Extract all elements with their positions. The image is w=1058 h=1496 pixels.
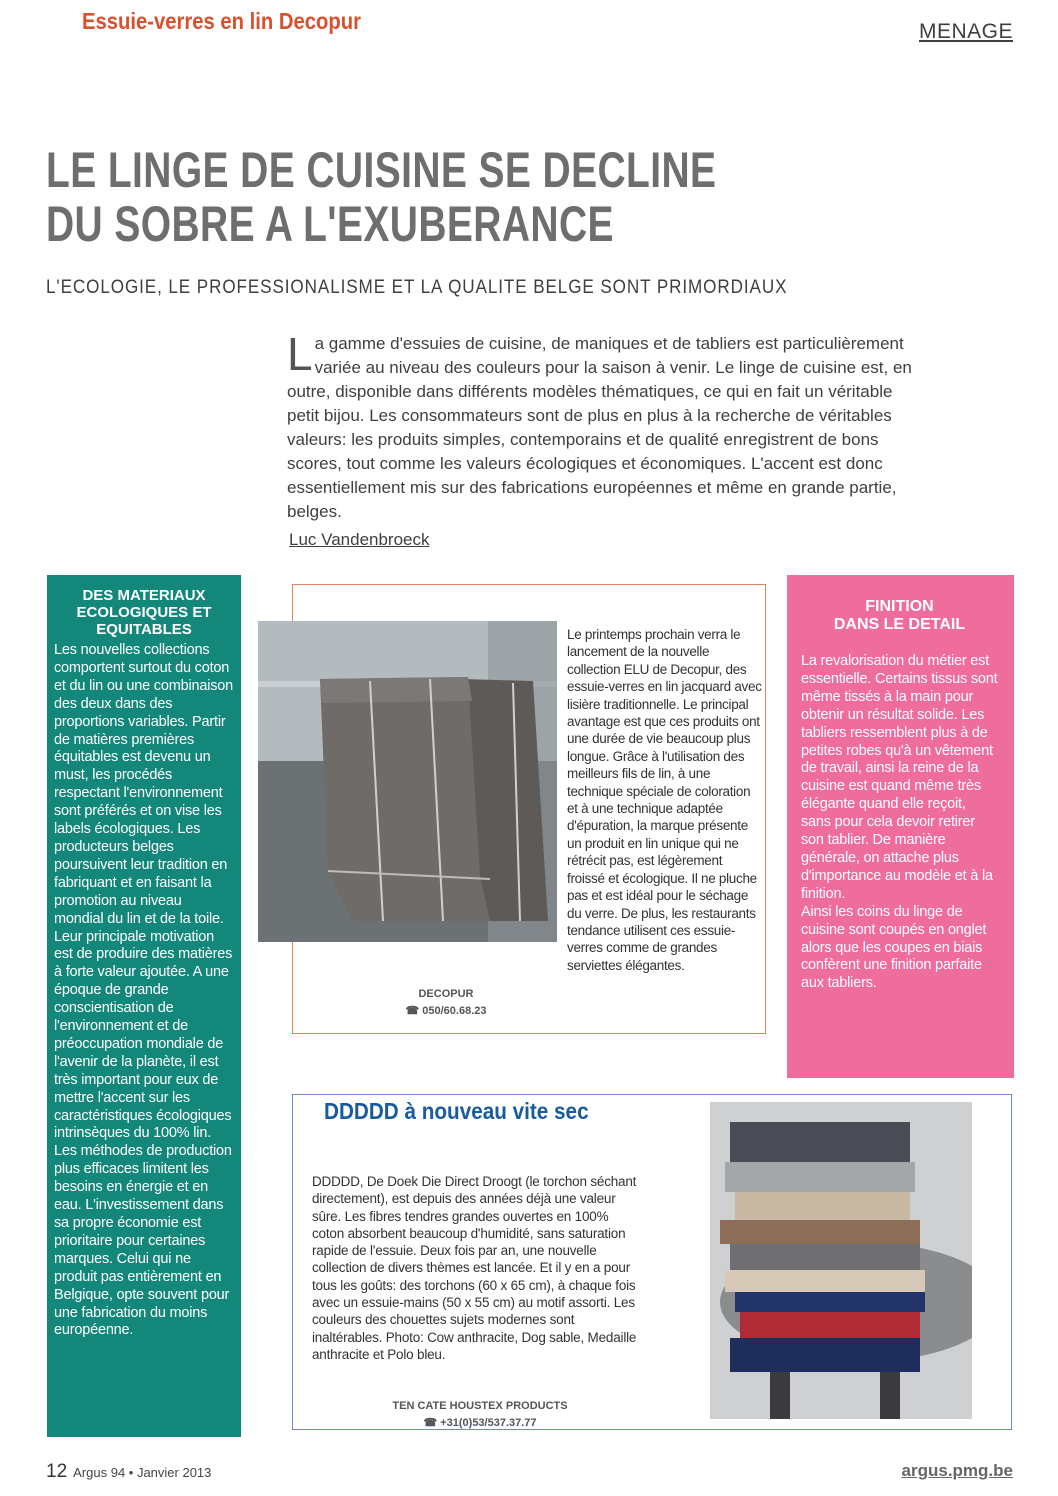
title-line-2: DU SOBRE A L'EXUBERANCE (46, 196, 614, 252)
drop-cap: L (287, 328, 313, 380)
decopur-title: Essuie-verres en lin Decopur (82, 8, 361, 34)
decopur-phone: ☎ 050/60.68.23 (405, 1005, 487, 1017)
website-link[interactable]: argus.pmg.be (901, 1461, 1013, 1480)
footer-left (46, 1461, 211, 1483)
green-sidebar-body: Les nouvelles collections comportent surtout du coton et du lin ou une combinaison des deux dans des proportions variables. Partir de matières premières équitables est devenu un must, les procédés respectant l'environnement sont préférés et on vise les labels écologiques. Les producteurs belges poursuivent leur tradition en fabriquant et en faisant la promotion au niveau mondial du lin et de la toile. Leur principale motivation est de produire des matières à forte valeur ajoutée. A une époque de grande conscientisation de l'environnement et de préoccupation mondiale de l'avenir de la planète, il est très important pour eux de mettre l'accent sur les caractéristiques écologiques intrinsèques du 100% lin. Les méthodes de production plus efficaces limitent les besoins en énergie et en eau. L'investissement dans sa propre économie est prioritaire pour certaines marques. Celui qui ne produit pas entièrement en Belgique, opte souvent pour une fabrication du moins européenne. (54, 642, 233, 1339)
ddddd-photo (710, 1102, 972, 1419)
page-number: 12 (46, 1461, 68, 1482)
ddddd-company: TEN CATE HOUSTEX PRODUCTS (392, 1400, 568, 1412)
green-sidebar (47, 575, 241, 1437)
intro-paragraph (287, 328, 927, 524)
pink-sidebar-content (801, 588, 998, 993)
pink-title-line-2: DANS LE DETAIL (833, 616, 966, 633)
ddddd-contact (380, 1398, 580, 1432)
decopur-body: Le printemps prochain verra le lancement de la nouvelle collection ELU de Decopur, des essuie-verres en lin jacquard avec lisière traditionnelle. Le principal avantage est que ces produits ont une durée de vie beaucoup plus longue. Grâce à l'utilisation des meilleurs fils de lin, à une technique spéciale de coloration et à une technique adaptée d'épuration, la marque présente un produit en lin unique qui ne rétrécit pas, est légèrement froissé et écologique. Il ne pluche pas et est idéal pour le séchage du verre. De plus, les restaurants tendance utilisent ces essuie-verres comme de grandes serviettes élégantes. (567, 627, 762, 973)
ddddd-body: DDDDD, De Doek Die Direct Droogt (le torchon séchant directement), est depuis des années déjà une valeur sûre. Les fibres tendres grandes ouvertes en 100% coton absorbent beaucoup d'humidité, sans saturation rapide de l'essuie. Deux fois par an, une nouvelle collection de divers thèmes est lancée. Et il y en a pour tous les goûts: des torchons (60 x 65 cm), à chaque fois avec un essuie-mains (50 x 55 cm) au motif assorti. Les couleurs des chouettes sujets modernes sont inaltérables. Photo: Cow anthracite, Dog sable, Medaille anthracite et Polo bleu. (312, 1174, 637, 1362)
intro-text: a gamme d'essuies de cuisine, de maniques et de tabliers est particulièrement variée au niveau des couleurs pour la saison à venir. Le linge de cuisine est, en outre, disponible dans différents modèles thématiques, ce qui en fait un véritable petit bijou. Les consommateurs sont de plus en plus à la recherche de véritables valeurs: les produits simples, contemporains et de qualité enregistrent de bons scores, tout comme les valeurs écologiques et économiques. L'accent est donc essentiellement mis sur des fabrications européennes et même en grande partie, belges. (287, 334, 912, 521)
article-subtitle: L'ECOLOGIE, LE PROFESSIONALISME ET LA QUALITE BELGE SONT PRIMORDIAUX (46, 277, 788, 298)
article-title (46, 143, 748, 251)
decopur-contact (386, 986, 506, 1020)
ddddd-phone: ☎ +31(0)53/537.37.77 (423, 1417, 537, 1429)
towel-stack-illustration (710, 1102, 972, 1419)
towel-illustration (258, 621, 557, 942)
decopur-photo (258, 621, 557, 942)
title-line-1: LE LINGE DE CUISINE SE DECLINE (46, 142, 717, 198)
green-sidebar-title: DES MATERIAUX ECOLOGIQUES ET EQUITABLES (76, 587, 212, 638)
pink-sidebar-body: La revalorisation du métier est essentielle. Certains tissus sont même tissés à la main pour obtenir un résultat solide. Les tabliers ressemblent plus à de petites robes qu'à un vêtement de travail, ainsi la reine de la cuisine est quand même très élégante quand elle reçoit, sans pour cela devoir retirer son tablier. De manière générale, on attache plus d'importance au modèle et à la finition. Ainsi les coins du linge de cuisine sont coupés en onglet alors que les coupes en biais confèrent une finition parfaite aux tabliers. (801, 653, 998, 992)
pink-sidebar-title (801, 598, 998, 634)
decopur-company: DECOPUR (418, 988, 474, 1000)
pink-title-line-1: FINITION (865, 598, 934, 615)
ddddd-title: DDDDD à nouveau vite sec (324, 1098, 589, 1124)
author-byline: Luc Vandenbroeck (289, 530, 430, 549)
issue-info: Argus 94 • Janvier 2013 (73, 1465, 212, 1480)
section-tag: MENAGE (918, 20, 1013, 43)
